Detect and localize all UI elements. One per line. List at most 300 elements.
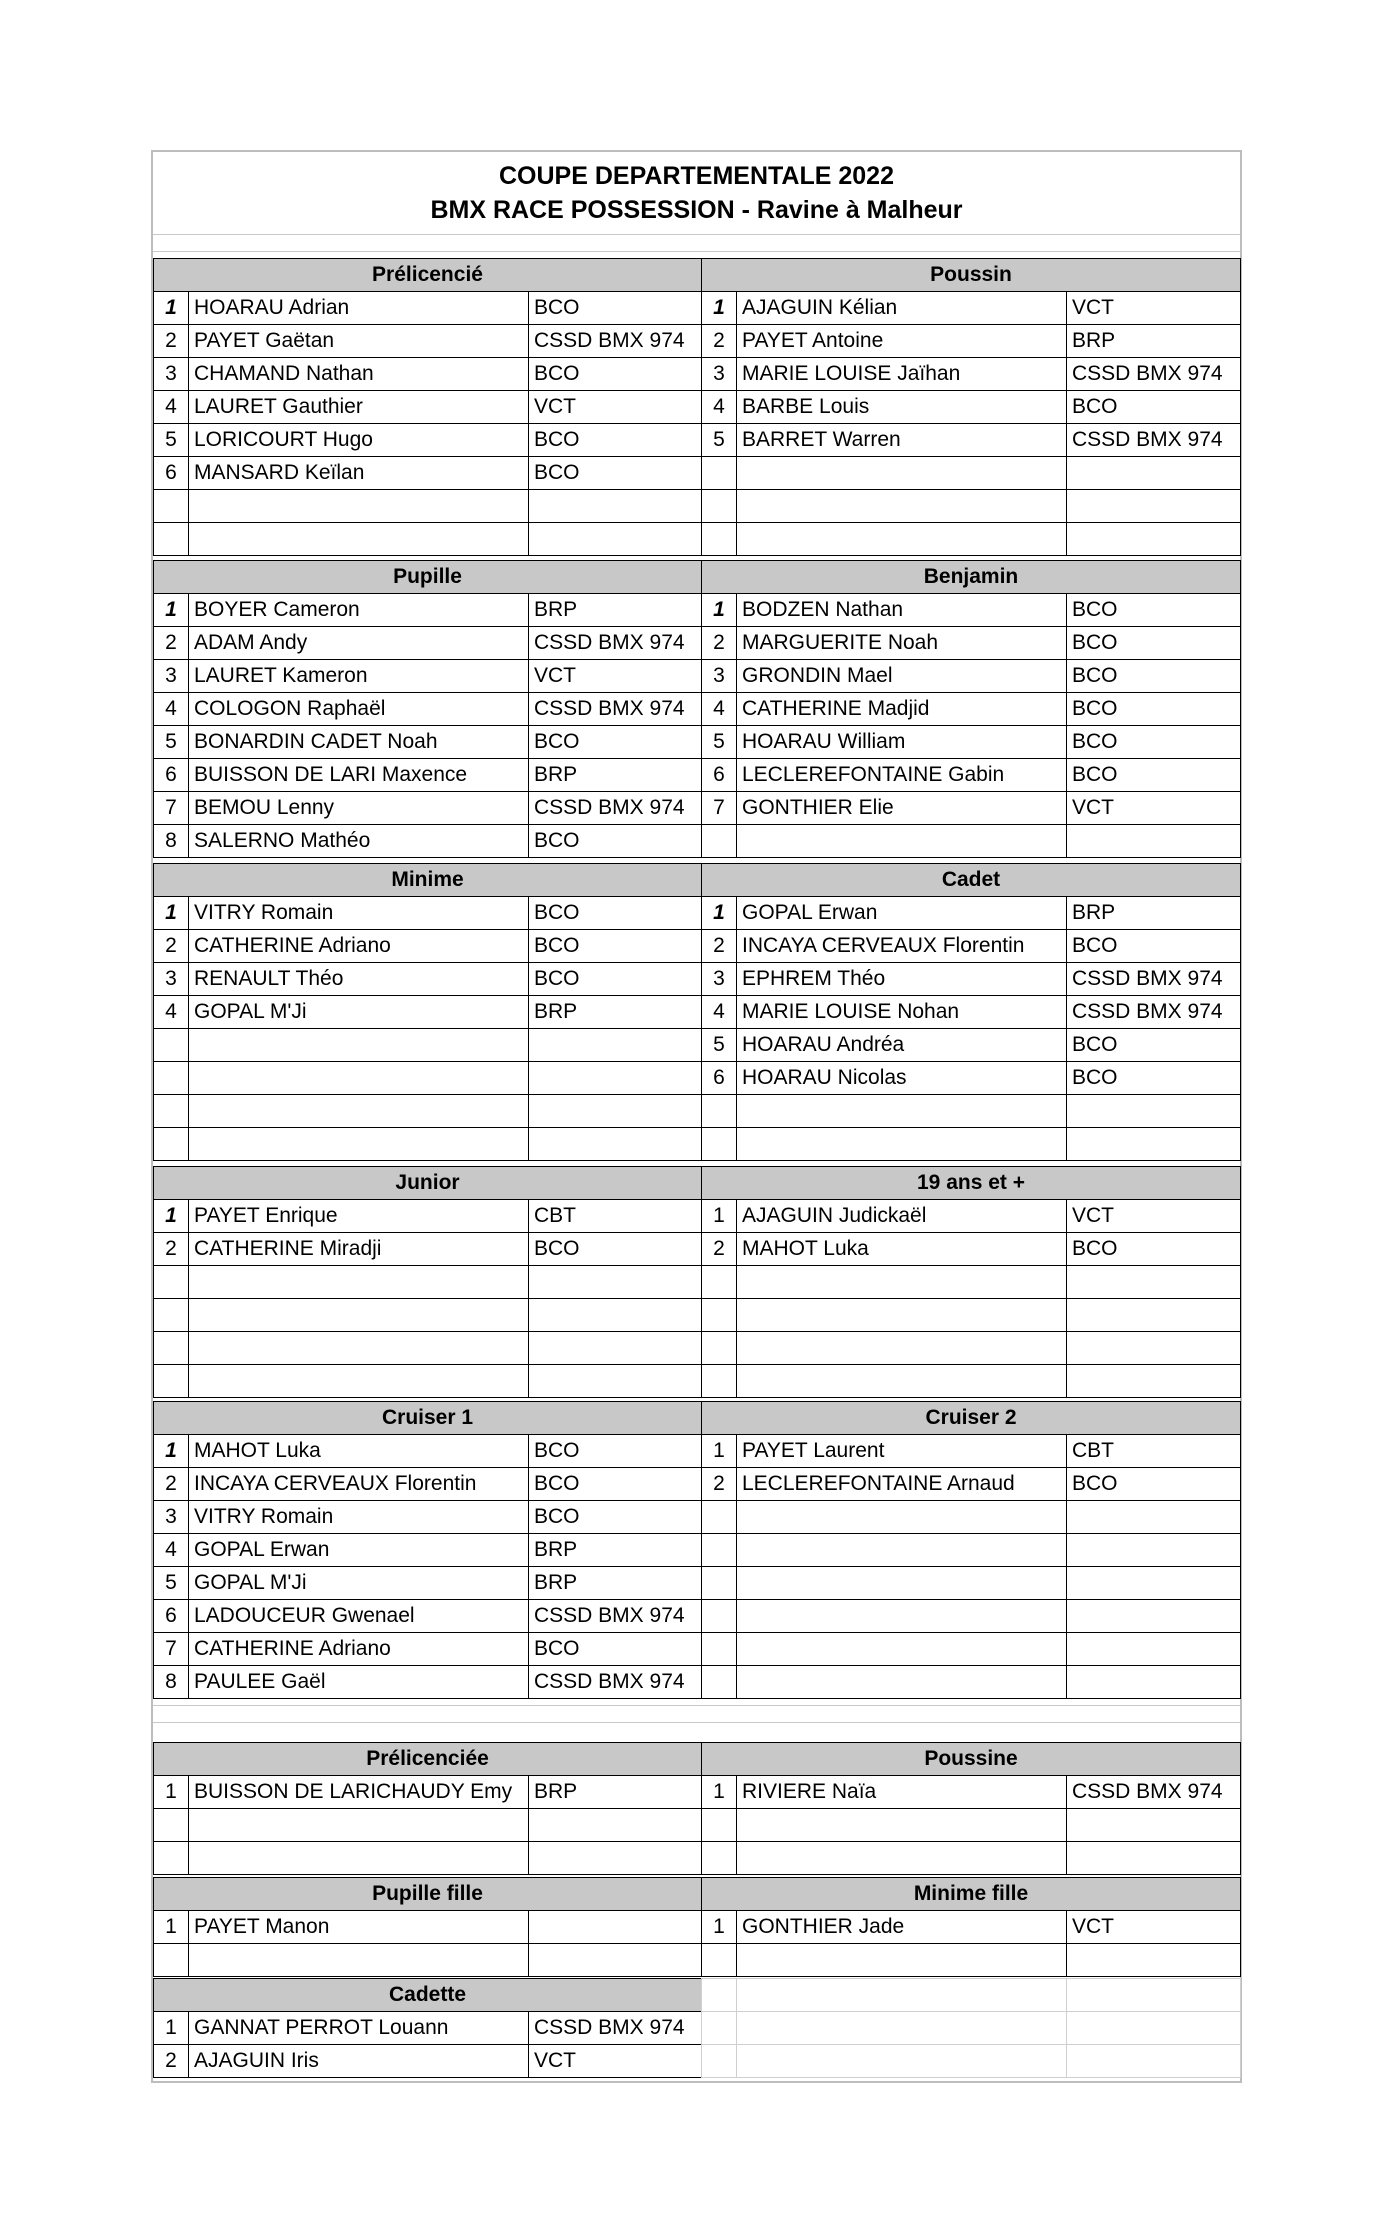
table-row [702, 1600, 1241, 1633]
rider-name-cell: GANNAT PERROT Louann [189, 2012, 529, 2045]
category-header: Cruiser 2 [702, 1402, 1241, 1435]
club-cell: BCO [1067, 930, 1241, 963]
club-cell: CSSD BMX 974 [1067, 963, 1241, 996]
table-row [154, 930, 702, 963]
club-cell [1067, 1332, 1241, 1365]
category-table-minime [153, 863, 702, 1161]
rider-name-cell [189, 1095, 529, 1128]
empty-cell [1067, 1979, 1241, 2012]
rider-name-cell [737, 523, 1067, 556]
club-cell: BRP [529, 996, 702, 1029]
club-cell [529, 490, 702, 523]
category-table-cadet [701, 863, 1241, 1161]
rank-cell: 3 [154, 358, 189, 391]
table-row [154, 1062, 702, 1095]
club-cell [529, 1128, 702, 1161]
category-header: Prélicenciée [154, 1743, 702, 1776]
rider-name-cell: BONARDIN CADET Noah [189, 726, 529, 759]
rider-name-cell [737, 1501, 1067, 1534]
rank-cell: 4 [702, 391, 737, 424]
club-cell: BCO [529, 930, 702, 963]
table-row [154, 1501, 702, 1534]
rank-cell [702, 1534, 737, 1567]
empty-cell [1067, 2012, 1241, 2045]
rank-cell: 2 [702, 1468, 737, 1501]
rank-cell [702, 457, 737, 490]
category-table-pupille-fille [153, 1877, 702, 1977]
table-row [154, 1911, 702, 1944]
category-table-poussine [701, 1742, 1241, 1875]
club-cell [1067, 1365, 1241, 1398]
club-cell: BCO [529, 1435, 702, 1468]
club-cell: CSSD BMX 974 [529, 792, 702, 825]
club-cell [1067, 1501, 1241, 1534]
club-cell: CSSD BMX 974 [1067, 1776, 1241, 1809]
club-cell: CSSD BMX 974 [529, 693, 702, 726]
rank-cell: 8 [154, 825, 189, 858]
table-row [154, 523, 702, 556]
rank-cell [702, 1501, 737, 1534]
table-row [702, 1233, 1241, 1266]
section-spacer [153, 1705, 1240, 1723]
rider-name-cell: VITRY Romain [189, 897, 529, 930]
rider-name-cell: AJAGUIN Kélian [737, 292, 1067, 325]
rank-cell [154, 1266, 189, 1299]
rider-name-cell: GONTHIER Jade [737, 1911, 1067, 1944]
rank-cell: 5 [154, 726, 189, 759]
club-cell [529, 1944, 702, 1977]
club-cell: BCO [1067, 759, 1241, 792]
rank-cell [702, 1266, 737, 1299]
empty-cell [737, 1979, 1067, 2012]
table-row [154, 1567, 702, 1600]
rank-cell: 3 [702, 358, 737, 391]
table-row [702, 1095, 1241, 1128]
club-cell: CSSD BMX 974 [1067, 996, 1241, 1029]
category-header: Cadette [154, 1979, 702, 2012]
rider-name-cell: PAYET Laurent [737, 1435, 1067, 1468]
table-row [702, 1266, 1241, 1299]
rank-cell: 7 [154, 792, 189, 825]
club-cell: VCT [1067, 1911, 1241, 1944]
club-cell [1067, 1809, 1241, 1842]
rider-name-cell [737, 825, 1067, 858]
rider-name-cell: INCAYA CERVEAUX Florentin [189, 1468, 529, 1501]
rider-name-cell [737, 1633, 1067, 1666]
club-cell: VCT [529, 391, 702, 424]
rank-cell: 2 [702, 627, 737, 660]
rank-cell: 2 [702, 1233, 737, 1266]
empty-cell [1067, 2045, 1241, 2078]
rank-cell [702, 490, 737, 523]
table-row [154, 693, 702, 726]
rank-cell [154, 523, 189, 556]
empty-cell [737, 2012, 1067, 2045]
club-cell: BCO [1067, 1029, 1241, 1062]
rank-cell: 4 [154, 693, 189, 726]
category-header: Poussine [702, 1743, 1241, 1776]
club-cell: BCO [529, 1501, 702, 1534]
table-row [154, 1266, 702, 1299]
rank-cell: 1 [702, 1776, 737, 1809]
category-table-benjamin [701, 560, 1241, 858]
table-row [702, 1128, 1241, 1161]
club-cell [529, 1299, 702, 1332]
rank-cell: 6 [154, 759, 189, 792]
table-row [154, 1666, 702, 1699]
rider-name-cell: COLOGON Raphaël [189, 693, 529, 726]
table-row [702, 1776, 1241, 1809]
table-row [702, 996, 1241, 1029]
table-row [702, 594, 1241, 627]
table-row [154, 1095, 702, 1128]
rider-name-cell: MAHOT Luka [737, 1233, 1067, 1266]
rider-name-cell: HOARAU Nicolas [737, 1062, 1067, 1095]
rank-cell: 3 [702, 963, 737, 996]
rider-name-cell: ADAM Andy [189, 627, 529, 660]
rider-name-cell [189, 1809, 529, 1842]
club-cell: BCO [1067, 693, 1241, 726]
table-row [154, 391, 702, 424]
category-table-cadette [153, 1978, 702, 2078]
rank-cell: 4 [154, 996, 189, 1029]
table-row [154, 424, 702, 457]
rider-name-cell: CATHERINE Miradji [189, 1233, 529, 1266]
club-cell: BCO [1067, 594, 1241, 627]
club-cell: CSSD BMX 974 [529, 325, 702, 358]
rider-name-cell: GOPAL M'Ji [189, 1567, 529, 1600]
category-header: Minime [154, 864, 702, 897]
empty-cell [737, 2045, 1067, 2078]
table-row [702, 660, 1241, 693]
table-row [154, 1435, 702, 1468]
club-cell [529, 1365, 702, 1398]
rider-name-cell: INCAYA CERVEAUX Florentin [737, 930, 1067, 963]
table-row [702, 292, 1241, 325]
rider-name-cell [189, 1128, 529, 1161]
rider-name-cell [189, 1944, 529, 1977]
category-header: Cruiser 1 [154, 1402, 702, 1435]
rank-cell: 4 [702, 693, 737, 726]
rank-cell: 2 [702, 930, 737, 963]
rank-cell: 5 [154, 1567, 189, 1600]
rider-name-cell [189, 1266, 529, 1299]
club-cell: CSSD BMX 974 [1067, 358, 1241, 391]
table-row [154, 490, 702, 523]
rider-name-cell: LAURET Gauthier [189, 391, 529, 424]
rank-cell [154, 1095, 189, 1128]
rank-cell: 1 [702, 292, 737, 325]
table-row [702, 1534, 1241, 1567]
empty-grid [701, 1978, 1241, 2078]
rank-cell [702, 1633, 737, 1666]
rider-name-cell: BUISSON DE LARICHAUDY Emy [189, 1776, 529, 1809]
table-row [702, 1332, 1241, 1365]
club-cell: BCO [1067, 1233, 1241, 1266]
table-row [154, 1200, 702, 1233]
table-row [702, 1468, 1241, 1501]
rider-name-cell: BARBE Louis [737, 391, 1067, 424]
category-table-prelicenciee [153, 1742, 702, 1875]
table-row [154, 1534, 702, 1567]
table-row [154, 1944, 702, 1977]
club-cell: BCO [1067, 660, 1241, 693]
rider-name-cell: BARRET Warren [737, 424, 1067, 457]
table-row [154, 660, 702, 693]
club-cell [1067, 1567, 1241, 1600]
rider-name-cell: MARIE LOUISE Jaïhan [737, 358, 1067, 391]
rider-name-cell: PAYET Gaëtan [189, 325, 529, 358]
table-row [154, 726, 702, 759]
table-row [702, 1944, 1241, 1977]
category-table-junior [153, 1166, 702, 1398]
club-cell [529, 1029, 702, 1062]
club-cell: BRP [529, 759, 702, 792]
table-row [154, 325, 702, 358]
rank-cell: 2 [154, 627, 189, 660]
rider-name-cell: VITRY Romain [189, 1501, 529, 1534]
table-row [702, 358, 1241, 391]
table-row [154, 1776, 702, 1809]
rank-cell [702, 1332, 737, 1365]
club-cell: BCO [1067, 627, 1241, 660]
category-header: Pupille [154, 561, 702, 594]
table-row [702, 825, 1241, 858]
club-cell: BRP [529, 594, 702, 627]
rider-name-cell: SALERNO Mathéo [189, 825, 529, 858]
rank-cell: 1 [702, 897, 737, 930]
club-cell: BRP [1067, 325, 1241, 358]
rank-cell [702, 1600, 737, 1633]
club-cell [1067, 523, 1241, 556]
rider-name-cell [737, 1128, 1067, 1161]
rider-name-cell [737, 1600, 1067, 1633]
club-cell: CSSD BMX 974 [1067, 424, 1241, 457]
table-row [154, 627, 702, 660]
table-row [702, 627, 1241, 660]
table-row [702, 1435, 1241, 1468]
rank-cell: 2 [154, 1233, 189, 1266]
rider-name-cell: GONTHIER Elie [737, 792, 1067, 825]
table-row [702, 391, 1241, 424]
club-cell: CBT [529, 1200, 702, 1233]
rank-cell: 1 [702, 1911, 737, 1944]
rank-cell: 3 [154, 963, 189, 996]
rank-cell: 1 [154, 594, 189, 627]
rank-cell [702, 1365, 737, 1398]
rider-name-cell: HOARAU William [737, 726, 1067, 759]
rank-cell [154, 1809, 189, 1842]
club-cell [1067, 1666, 1241, 1699]
rider-name-cell [737, 1534, 1067, 1567]
rank-cell [702, 1842, 737, 1875]
club-cell [529, 1842, 702, 1875]
club-cell [1067, 1266, 1241, 1299]
rider-name-cell [189, 1299, 529, 1332]
rank-cell: 7 [154, 1633, 189, 1666]
club-cell: BCO [529, 825, 702, 858]
club-cell [529, 1911, 702, 1944]
table-row [154, 1809, 702, 1842]
club-cell: VCT [1067, 292, 1241, 325]
rank-cell [154, 1842, 189, 1875]
table-row [702, 1979, 1241, 2012]
club-cell: BRP [529, 1776, 702, 1809]
category-table-poussin [701, 258, 1241, 556]
rank-cell [702, 1567, 737, 1600]
rider-name-cell [737, 1567, 1067, 1600]
rider-name-cell: LAURET Kameron [189, 660, 529, 693]
table-row [702, 792, 1241, 825]
rider-name-cell: MAHOT Luka [189, 1435, 529, 1468]
rank-cell: 8 [154, 1666, 189, 1699]
rank-cell: 1 [702, 1435, 737, 1468]
rider-name-cell: LECLEREFONTAINE Arnaud [737, 1468, 1067, 1501]
category-table-19-ans-et [701, 1166, 1241, 1398]
rider-name-cell: LADOUCEUR Gwenael [189, 1600, 529, 1633]
rank-cell: 4 [154, 391, 189, 424]
club-cell: VCT [1067, 792, 1241, 825]
club-cell: BCO [529, 1233, 702, 1266]
rank-cell: 5 [702, 726, 737, 759]
club-cell: BCO [529, 1468, 702, 1501]
table-row [702, 693, 1241, 726]
rider-name-cell: LECLEREFONTAINE Gabin [737, 759, 1067, 792]
rider-name-cell: AJAGUIN Iris [189, 2045, 529, 2078]
rider-name-cell [737, 1266, 1067, 1299]
club-cell: BRP [1067, 897, 1241, 930]
rider-name-cell [737, 457, 1067, 490]
table-row [154, 2045, 702, 2078]
club-cell [1067, 1299, 1241, 1332]
rank-cell: 2 [154, 325, 189, 358]
rank-cell [702, 825, 737, 858]
rank-cell [702, 1095, 737, 1128]
rank-cell: 1 [702, 1200, 737, 1233]
rank-cell: 3 [154, 660, 189, 693]
rider-name-cell: GOPAL M'Ji [189, 996, 529, 1029]
table-row [154, 759, 702, 792]
rider-name-cell: GRONDIN Mael [737, 660, 1067, 693]
club-cell: CBT [1067, 1435, 1241, 1468]
table-row [702, 1200, 1241, 1233]
club-cell: BCO [529, 1633, 702, 1666]
rank-cell [702, 1666, 737, 1699]
rank-cell [702, 1299, 737, 1332]
table-row [702, 930, 1241, 963]
rank-cell: 2 [154, 2045, 189, 2078]
table-row [154, 1029, 702, 1062]
table-row [702, 897, 1241, 930]
club-cell: CSSD BMX 974 [529, 1666, 702, 1699]
club-cell: CSSD BMX 974 [529, 627, 702, 660]
category-header: Pupille fille [154, 1878, 702, 1911]
club-cell: CSSD BMX 974 [529, 1600, 702, 1633]
table-row [154, 825, 702, 858]
rank-cell: 3 [702, 660, 737, 693]
rank-cell: 2 [154, 1468, 189, 1501]
rank-cell [154, 1332, 189, 1365]
category-header: Poussin [702, 259, 1241, 292]
rank-cell: 6 [702, 1062, 737, 1095]
rider-name-cell: BEMOU Lenny [189, 792, 529, 825]
club-cell [1067, 1600, 1241, 1633]
rank-cell [702, 1128, 737, 1161]
rank-cell: 6 [154, 457, 189, 490]
table-row [702, 1501, 1241, 1534]
rank-cell [154, 1365, 189, 1398]
table-row [702, 2045, 1241, 2078]
rank-cell: 1 [154, 1776, 189, 1809]
table-row [702, 1365, 1241, 1398]
rider-name-cell: MANSARD Keïlan [189, 457, 529, 490]
club-cell [1067, 1534, 1241, 1567]
table-row [702, 1809, 1241, 1842]
club-cell: BCO [529, 292, 702, 325]
table-row [154, 1233, 702, 1266]
rank-cell [702, 1944, 737, 1977]
rank-cell: 1 [154, 1911, 189, 1944]
club-cell [1067, 1095, 1241, 1128]
page-title [153, 152, 1240, 234]
table-row [702, 325, 1241, 358]
rank-cell: 1 [154, 1435, 189, 1468]
club-cell [529, 1332, 702, 1365]
rider-name-cell: BOYER Cameron [189, 594, 529, 627]
club-cell [529, 523, 702, 556]
rank-cell [154, 1062, 189, 1095]
rider-name-cell [189, 1842, 529, 1875]
table-row [154, 358, 702, 391]
rider-name-cell: MARIE LOUISE Nohan [737, 996, 1067, 1029]
rank-cell [154, 1944, 189, 1977]
rider-name-cell: PAULEE Gaël [189, 1666, 529, 1699]
table-row [702, 2012, 1241, 2045]
rank-cell [154, 1299, 189, 1332]
table-row [154, 292, 702, 325]
rank-cell: 5 [702, 1029, 737, 1062]
table-row [702, 1911, 1241, 1944]
rider-name-cell [189, 1029, 529, 1062]
rank-cell: 6 [154, 1600, 189, 1633]
table-row [702, 490, 1241, 523]
club-cell: BCO [1067, 726, 1241, 759]
club-cell: BCO [1067, 1062, 1241, 1095]
rider-name-cell [189, 523, 529, 556]
table-row [702, 1666, 1241, 1699]
club-cell [1067, 825, 1241, 858]
rank-cell: 4 [154, 1534, 189, 1567]
table-row [154, 963, 702, 996]
rider-name-cell [737, 1666, 1067, 1699]
rank-cell [702, 523, 737, 556]
rider-name-cell: BODZEN Nathan [737, 594, 1067, 627]
empty-cell [702, 2012, 737, 2045]
title-spacer [153, 234, 1240, 252]
table-row [154, 594, 702, 627]
category-table-cruiser-1 [153, 1401, 702, 1699]
rank-cell [154, 490, 189, 523]
club-cell [529, 1095, 702, 1128]
club-cell: BRP [529, 1567, 702, 1600]
table-row [702, 523, 1241, 556]
table-row [154, 792, 702, 825]
rider-name-cell: RENAULT Théo [189, 963, 529, 996]
rider-name-cell: AJAGUIN Judickaël [737, 1200, 1067, 1233]
rider-name-cell: CATHERINE Adriano [189, 1633, 529, 1666]
rank-cell: 5 [154, 424, 189, 457]
table-row [154, 1468, 702, 1501]
